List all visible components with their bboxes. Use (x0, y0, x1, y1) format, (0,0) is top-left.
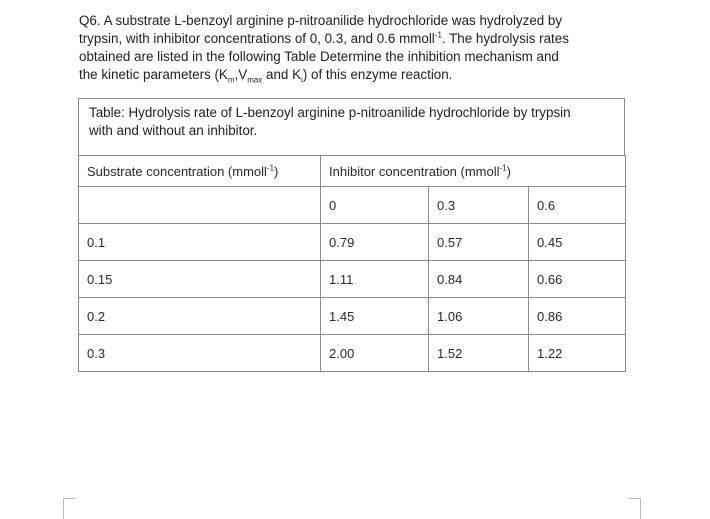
question-line-1: Q6. A substrate L-benzoyl arginine p-nitroanilide hydrochloride was hydrolyzed by (79, 13, 563, 28)
substrate-header: Substrate concentration (mmoll$^{-1}$) (79, 156, 321, 187)
question-line-3: obtained are listed in the following Table Determine the inhibition mechanism and (79, 49, 559, 64)
inhibitor-level: 0.6 (529, 187, 626, 224)
table-caption (78, 98, 625, 156)
inhibitor-level-row (79, 187, 626, 224)
substrate-cell: 0.3 (79, 335, 321, 372)
rate-cell: 2.00 (321, 335, 429, 372)
table-row (79, 298, 626, 335)
page-corner-mark-left (63, 498, 76, 519)
inhibitor-level: 0.3 (429, 187, 529, 224)
rate-cell: 0.45 (529, 224, 626, 261)
rate-cell: 1.22 (529, 335, 626, 372)
question-line-4: the kinetic parameters ($K_m,V_{max}$ and $K_i$) of this enzyme reaction. (79, 67, 453, 85)
rate-cell: 0.57 (429, 224, 529, 261)
rate-cell: 1.06 (429, 298, 529, 335)
table-row (79, 335, 626, 372)
rate-cell: 0.66 (529, 261, 626, 298)
inhibitor-level: 0 (321, 187, 429, 224)
rate-cell: 1.11 (321, 261, 429, 298)
hydrolysis-rate-table (78, 155, 626, 372)
question-line-2: trypsin, with inhibitor concentrations of 0, 0.3, and 0.6 mmoll$^{-1}$. The hydrolysis rates (79, 30, 569, 46)
inhibitor-header: Inhibitor concentration (mmoll$^{-1}$) (321, 156, 626, 187)
question-text (79, 12, 639, 84)
rate-cell: 0.86 (529, 298, 626, 335)
table-caption-line-2: with and without an inhibitor. (89, 123, 258, 138)
rate-cell: 1.45 (321, 298, 429, 335)
table-row (79, 261, 626, 298)
rate-cell: 0.79 (321, 224, 429, 261)
empty-cell (79, 187, 321, 224)
table-header-row (79, 156, 626, 187)
substrate-cell: 0.2 (79, 298, 321, 335)
substrate-cell: 0.1 (79, 224, 321, 261)
page-corner-mark-right (628, 498, 641, 519)
table-caption-line-1: Table: Hydrolysis rate of L-benzoyl arginine p-nitroanilide hydrochloride by trypsin (89, 105, 571, 120)
rate-cell: 0.84 (429, 261, 529, 298)
substrate-cell: 0.15 (79, 261, 321, 298)
rate-cell: 1.52 (429, 335, 529, 372)
table-row (79, 224, 626, 261)
